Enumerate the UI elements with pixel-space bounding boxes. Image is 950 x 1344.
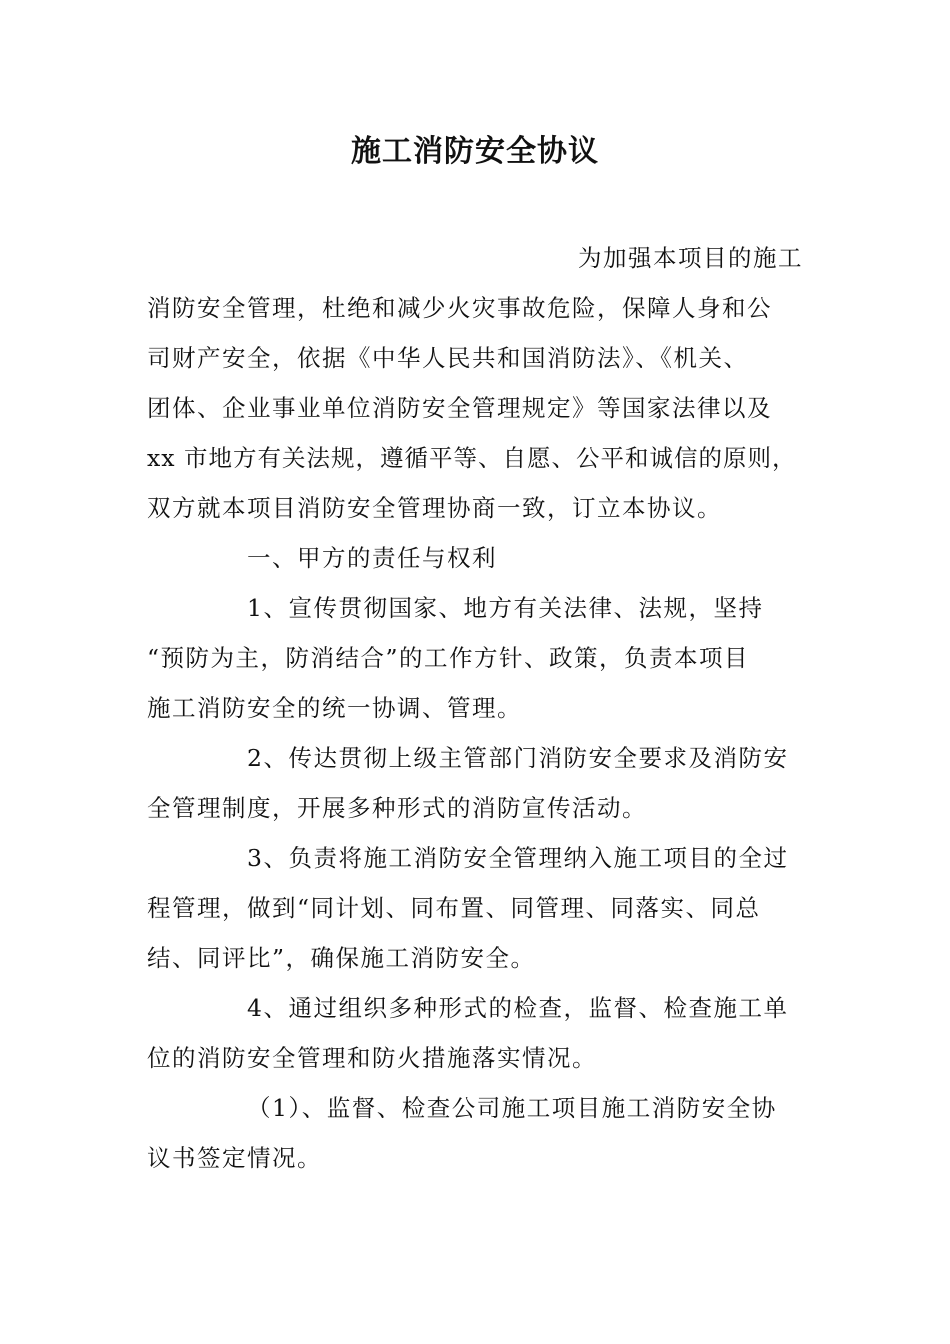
text-line: 结、同评比”，确保施工消防安全。 <box>147 944 536 972</box>
text-line: 4、通过组织多种形式的检查，监督、检查施工单 <box>247 994 789 1022</box>
text-line: xx 市地方有关法规，遵循平等、自愿、公平和诚信的原则， <box>147 444 797 472</box>
text-line: 议书签定情况。 <box>147 1144 322 1172</box>
text-line: 程管理，做到“同计划、同布置、同管理、同落实、同总 <box>147 894 761 922</box>
text-line: 位的消防安全管理和防火措施落实情况。 <box>147 1044 597 1072</box>
text-line: 为加强本项目的施工 <box>578 244 803 272</box>
text-line: 双方就本项目消防安全管理协商一致，订立本协议。 <box>147 494 722 522</box>
text-line: 司财产安全，依据《中华人民共和国消防法》、《机关、 <box>147 344 749 372</box>
text-line: 3、负责将施工消防安全管理纳入施工项目的全过 <box>247 844 789 872</box>
text-line: 消防安全管理，杜绝和减少火灾事故危险，保障人身和公 <box>147 294 772 322</box>
text-line: 2、传达贯彻上级主管部门消防安全要求及消防安 <box>247 744 789 772</box>
text-line: （1）、监督、检查公司施工项目施工消防安全协 <box>247 1094 777 1122</box>
text-line: “预防为主，防消结合”的工作方针、政策，负责本项目 <box>147 644 750 672</box>
text-line: 施工消防安全的统一协调、管理。 <box>147 694 522 722</box>
document-title: 施工消防安全协议 <box>351 134 599 169</box>
text-line: 全管理制度，开展多种形式的消防宣传活动。 <box>147 794 647 822</box>
text-line: 1、宣传贯彻国家、地方有关法律、法规，坚持 <box>247 594 764 622</box>
text-line: 团体、企业事业单位消防安全管理规定》等国家法律以及 <box>147 394 772 422</box>
section-heading: 一、甲方的责任与权利 <box>247 544 497 572</box>
